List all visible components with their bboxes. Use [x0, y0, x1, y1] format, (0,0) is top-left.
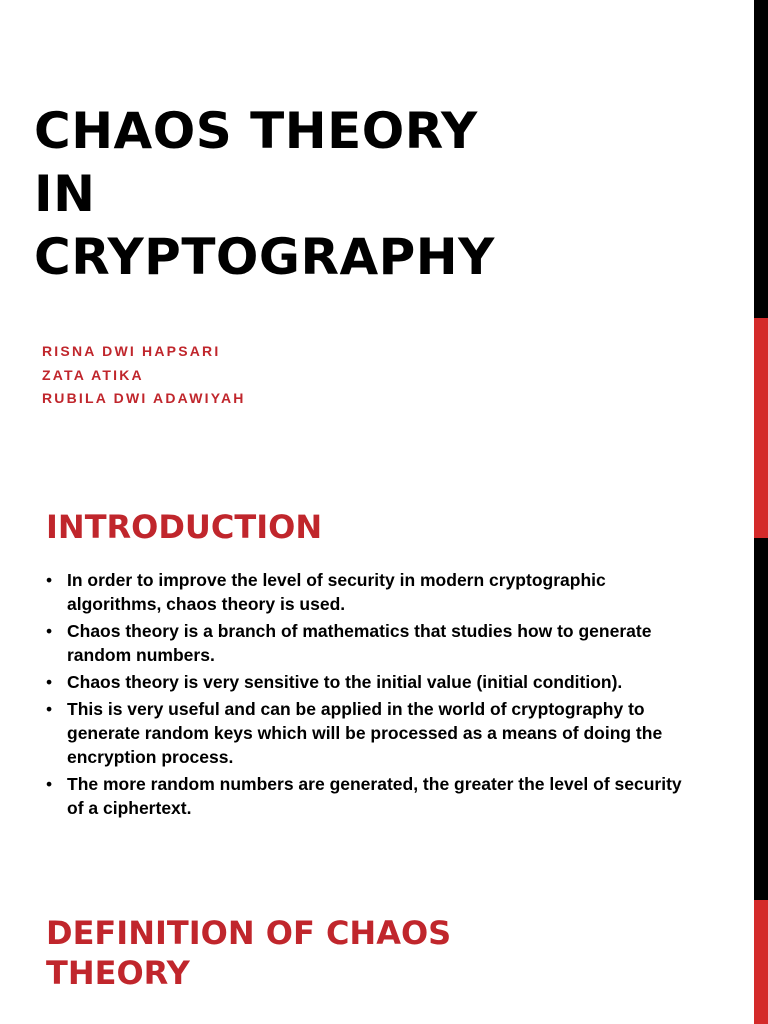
author-name: ZATA ATIKA [42, 366, 144, 383]
author-name: RUBILA DWI ADAWIYAH [42, 390, 246, 406]
definition-heading-line-2: THEORY [46, 954, 190, 992]
author-name: RISNA DWI HAPSARI [42, 343, 221, 359]
bullet-item: • In order to improve the level of security in modern cryptographic algorithms, chaos theory is used. [46, 568, 686, 616]
title-line-1: CHAOS THEORY [34, 102, 478, 160]
bullet-item: • The more random numbers are generated, the greater the level of security of a ciphertext. [46, 772, 686, 820]
bullet-item: • This is very useful and can be applied in the world of cryptography to generate random keys which will be processed as a means of doing the encryption process. [46, 697, 686, 769]
side-stripe-red-lower [754, 900, 768, 1024]
introduction-heading: INTRODUCTION [46, 508, 323, 546]
bullet-item: • Chaos theory is very sensitive to the initial value (initial condition). [46, 670, 686, 694]
side-stripe-red-upper [754, 318, 768, 538]
author-list [42, 340, 246, 411]
bullet-item: • Chaos theory is a branch of mathematics that studies how to generate random numbers. [46, 619, 686, 667]
title-line-3: CRYPTOGRAPHY [34, 228, 495, 286]
side-stripe-black-top [754, 0, 768, 318]
introduction-bullet-list [46, 568, 686, 823]
side-stripe-black-middle [754, 538, 768, 900]
slide-title [34, 100, 495, 289]
title-line-2: IN [34, 165, 96, 223]
definition-heading [46, 913, 451, 993]
definition-heading-line-1: DEFINITION OF CHAOS [46, 914, 452, 952]
